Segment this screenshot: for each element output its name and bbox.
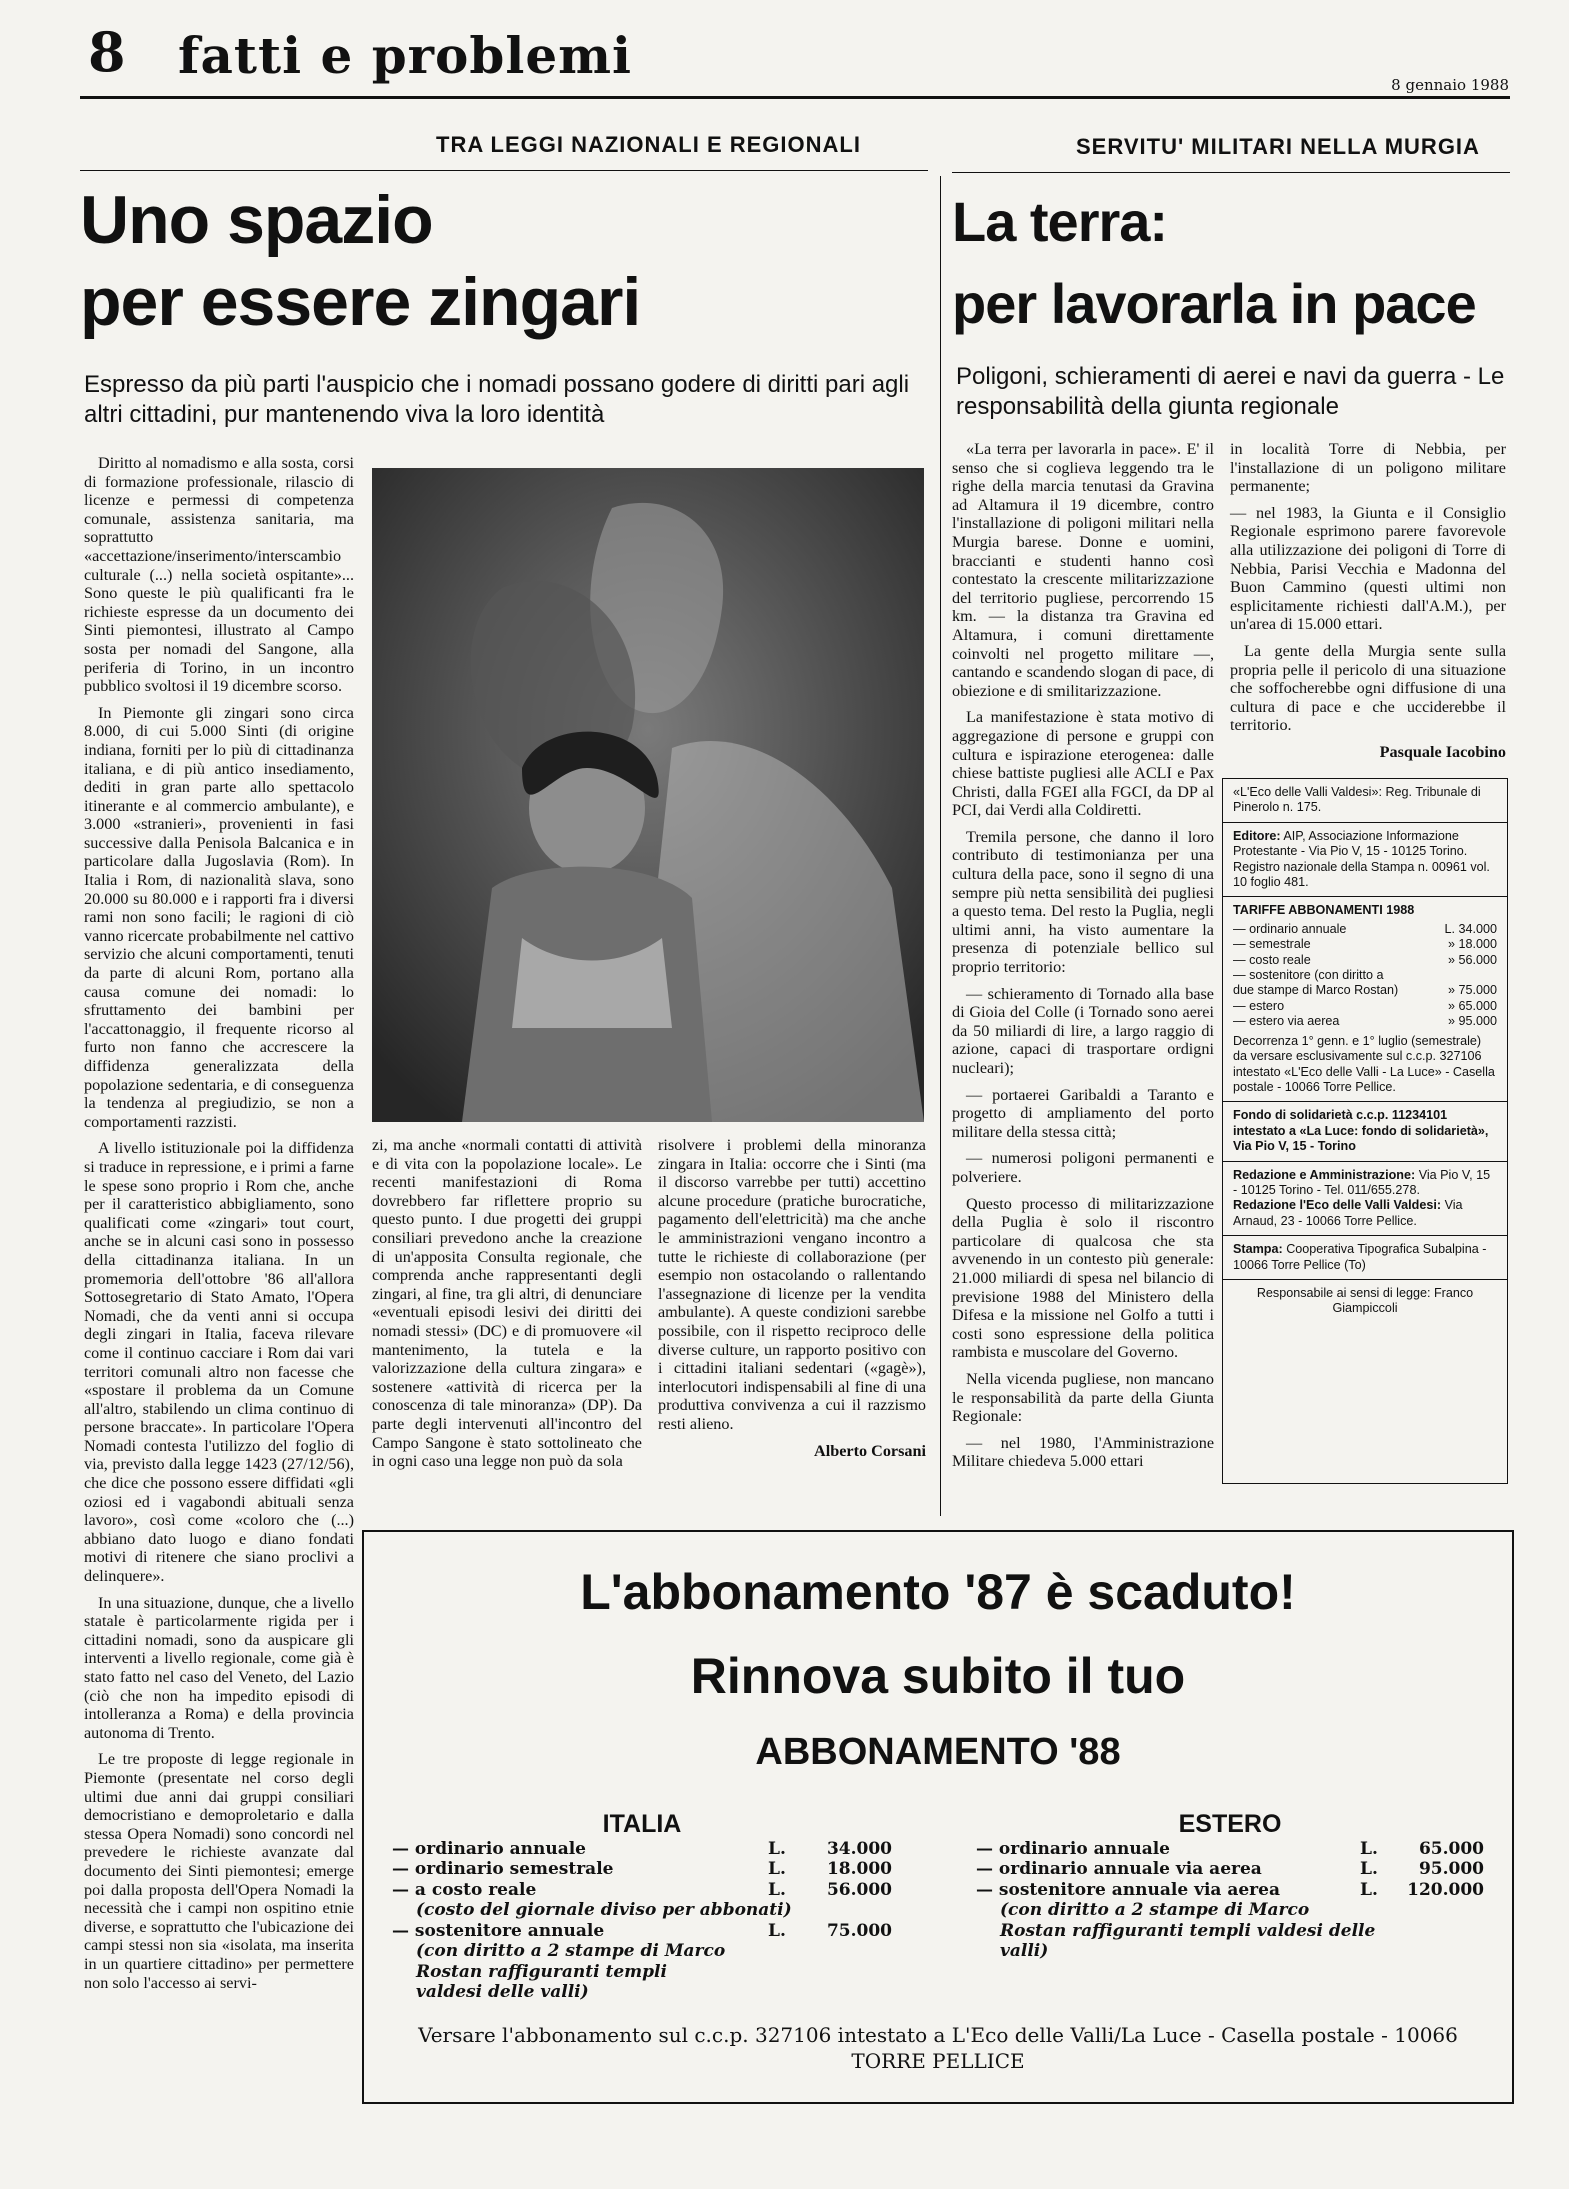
ad-price-currency: L. — [1360, 1838, 1378, 1859]
ad-estero-column — [976, 1810, 1484, 1962]
tariff-currency: » — [1447, 937, 1455, 952]
right-article-signature: Pasquale Iacobino — [1379, 742, 1506, 761]
paragraph: risolvere i problemi della minoranza zingara in Italia: occorre che i Sinti (ma il discorso varrebbe per tutti) accettino alcune procedure (pratiche burocratiche, pagamento dell'elettricità) ma che anche le amministrazioni vengano incontro a tutte le richieste di collaborazione (per esempio non ostacolando o rallentando l'assegnazione di licenze per la vendita ambulante). A queste condizioni sarebbe possibile, con il rispetto reciproco delle diverse culture, un rapporto positivo con i cittadini italiani sedentari («gagè»), interlocutori indispensabili al fine di una produttiva convivenza a cui il razzismo resti alieno. — [658, 1136, 926, 1433]
masthead-rule — [80, 96, 1510, 99]
page-number: 8 — [88, 20, 126, 84]
photo-woman-icon — [372, 468, 924, 1122]
left-headline-line2: per essere zingari — [80, 264, 641, 340]
ad-price-amount: 95.000 — [1418, 1859, 1484, 1879]
ad-price-amount: 56.000 — [826, 1879, 892, 1900]
left-headline-line1: Uno spazio — [80, 182, 433, 258]
left-article-column-1 — [84, 454, 354, 2000]
imprint-fondo — [1223, 1102, 1507, 1161]
issue-date: 8 gennaio 1988 — [1391, 76, 1509, 94]
tariff-amount: 56.000 — [1458, 952, 1497, 967]
ad-price-currency: L. — [1360, 1879, 1378, 1900]
ad-headline: L'abbonamento '87 è scaduto! — [580, 1564, 1296, 1620]
ad-price-row — [392, 1921, 892, 1942]
tariff-row — [1233, 968, 1497, 999]
ad-price-label: — sostenitore annuale via aerea — [976, 1879, 1280, 1900]
ad-price-currency: L. — [768, 1859, 786, 1879]
ad-payment-instructions: Versare l'abbonamento sul c.c.p. 327106 intestato a L'Eco delle Valli/La Luce - Casella postale - 10066 TORRE PELLICE — [418, 2023, 1458, 2073]
imprint-box — [1222, 778, 1508, 1484]
redazione-eco-label: Redazione l'Eco delle Valli Valdesi: — [1233, 1198, 1442, 1213]
ad-price-amount: 65.000 — [1418, 1838, 1484, 1859]
tariff-label: — semestrale — [1233, 937, 1311, 952]
tariff-label: — costo reale — [1233, 952, 1311, 967]
tariff-currency: L. — [1444, 921, 1455, 936]
right-deck: Poligoni, schieramenti di aerei e navi da guerra - Le responsabilità della giunta regionale — [956, 363, 1505, 420]
tariff-amount: 65.000 — [1458, 998, 1497, 1013]
tariff-row — [1233, 922, 1497, 937]
paragraph: Nella vicenda pugliese, non mancano le responsabilità da parte della Giunta Regionale: — [952, 1369, 1214, 1426]
tariff-currency: » — [1447, 952, 1455, 967]
ad-price-amount: 34.000 — [826, 1838, 892, 1859]
article-divider — [940, 176, 941, 1516]
stampa-label: Stampa: — [1233, 1242, 1283, 1257]
registration-text: «L'Eco delle Valli Valdesi»: Reg. Tribunale di Pinerolo n. 175. — [1233, 785, 1481, 815]
press-registry-text: Registro nazionale della Stampa n. 00961 vol. 10 foglio 481. — [1233, 859, 1490, 890]
left-article-column-2 — [372, 1136, 642, 1479]
paragraph: — nel 1983, la Giunta e il Consiglio Regionale esprimono parere favorevole alla utilizzazione dei poligoni di Torre di Nebbia, Parisi Vecchia e Madonna del Buon Cammino (questi ultimi non esplicitamente richiesti dall'A.M.), per un'area di 15.000 ettari. — [1230, 503, 1506, 634]
imprint-tariffs — [1223, 897, 1507, 1102]
imprint-redazione — [1223, 1162, 1507, 1237]
imprint-editor — [1223, 823, 1507, 898]
left-article-signature: Alberto Corsani — [814, 1441, 926, 1460]
left-kicker: TRA LEGGI NAZIONALI E REGIONALI — [436, 132, 861, 157]
ad-price-amount: 120.000 — [1407, 1879, 1484, 1900]
tariff-amount: 95.000 — [1458, 1014, 1497, 1029]
redazione-label: Redazione e Amministrazione: — [1233, 1167, 1416, 1182]
paragraph: zi, ma anche «normali contatti di attività e di vita con la popolazione locale». Le recenti manifestazioni di Roma dovrebbero far riflettere proprio su questo punto. I due progetti dei gruppi consiliari prevedono anche la creazione di un'apposita Consulta regionale, che comprenda anche rappresentanti degli zingari, al fine, tra gli altri, di denunciare «eventuali episodi lesivi dei diritti dei nomadi stessi» (DC) e di promuovere «il mantenimento, la tutela e la valorizzazione della cultura zingara» e sostenere «attività di ricerca per la conoscenza di tale minoranza» (DP). Da parte degli intervenuti all'incontro del Campo Sangone è stato sottolineato che in ogni caso una legge non può da sola — [372, 1136, 642, 1471]
tariff-row — [1233, 1014, 1497, 1029]
ad-note: (costo del giornale diviso per abbonati) — [416, 1900, 792, 1920]
ad-title: ABBONAMENTO '88 — [755, 1731, 1121, 1773]
responsabile-text: Responsabile ai sensi di legge: Franco Giampiccoli — [1256, 1285, 1474, 1316]
ad-price-row — [392, 1839, 892, 1860]
ad-price-currency: L. — [768, 1838, 786, 1859]
tariff-currency: » — [1447, 1014, 1455, 1029]
subscription-ad — [362, 1530, 1514, 2104]
decorrenza-text: Decorrenza 1° genn. e 1° luglio (semestrale) da versare esclusivamente sul c.c.p. 327106 intestato «L'Eco delle Valli - La Luce» - Casella postale - 10066 Torre Pellice. — [1233, 1033, 1495, 1094]
redazione-eco-text: Via Arnaud, 23 - 10066 Torre Pellice. — [1233, 1198, 1463, 1228]
tariff-row — [1233, 999, 1497, 1014]
editor-text: AIP, Associazione Informazione Protestante - Via Pio V, 15 - 10125 Torino. — [1233, 828, 1468, 859]
stampa-text: Cooperativa Tipografica Subalpina - 10066 Torre Pellice (To) — [1233, 1242, 1487, 1272]
tariff-label: — ordinario annuale — [1233, 921, 1347, 936]
paragraph: Questo processo di militarizzazione della Puglia è solo il riscontro particolare di qualcosa che sta avvenendo in un contesto più generale: 21.000 miliardi di spesa nel bilancio di previsione 1988 del Ministero della Difesa e la missione nel Golfo a tutti i costi sono espressione della politica rambista e muscolare del Governo. — [952, 1194, 1214, 1362]
fondo-text: Fondo di solidarietà c.c.p. 11234101 intestato a «La Luce: fondo di solidarietà», Via Pio V, 15 - Torino — [1233, 1108, 1489, 1154]
paragraph: — numerosi poligoni permanenti e polveriere. — [952, 1149, 1214, 1186]
ad-note: (con diritto a 2 stampe di Marco Rostan raffiguranti templi valdesi delle valli) — [416, 1941, 726, 2002]
left-kicker-rule — [80, 170, 928, 171]
ad-price-label: — ordinario annuale — [392, 1838, 586, 1859]
ad-price-currency: L. — [768, 1879, 786, 1900]
ad-note: (con diritto a 2 stampe di Marco Rostan raffiguranti templi valdesi delle valli) — [1000, 1900, 1376, 1961]
ad-price-label: — a costo reale — [392, 1879, 537, 1900]
tariff-currency: » — [1447, 998, 1455, 1013]
ad-price-row — [976, 1839, 1484, 1860]
right-headline-line1: La terra: — [952, 190, 1168, 253]
ad-price-amount: 75.000 — [826, 1920, 892, 1941]
ad-price-amount: 18.000 — [826, 1859, 892, 1879]
tariff-currency: » — [1447, 983, 1455, 998]
paragraph: La gente della Murgia sente sulla propria pelle il pericolo di una situazione che soffocherebbe ogni diffusione di una cultura di pace e che ucciderebbe il territorio. — [1230, 641, 1506, 735]
ad-price-row — [976, 1859, 1484, 1880]
editor-label: Editore: — [1233, 828, 1281, 843]
paragraph: — schieramento di Tornado alla base di Gioia del Colle (i Tornado sono aerei da 50 miliardi di lire, a largo raggio di azione, capaci di trasportare ordigni nucleari); — [952, 984, 1214, 1077]
right-kicker: SERVITU' MILITARI NELLA MURGIA — [1076, 134, 1480, 159]
redazione-text: Via Pio V, 15 - 10125 Torino - Tel. 011/655.278. — [1233, 1167, 1491, 1197]
paragraph: — portaerei Garibaldi a Taranto e progetto di ampliamento del porto militare della stessa città; — [952, 1085, 1214, 1141]
tariff-row — [1233, 937, 1497, 952]
paragraph: — nel 1980, l'Amministrazione Militare chiedeva 5.000 ettari — [952, 1433, 1214, 1471]
ad-subheadline: Rinnova subito il tuo — [690, 1648, 1186, 1704]
ad-price-label: — ordinario annuale via aerea — [976, 1859, 1262, 1879]
ad-price-row — [392, 1880, 892, 1901]
paragraph: Diritto al nomadismo e alla sosta, corsi di formazione professionale, rilascio di licenze e permessi di competenza comunale, assistenza sanitaria, ma soprattutto «accettazione/inserimento/interscambio culturale (...) nella società ospitante»... Sono queste le più qualificanti fra le richieste espresse da un documento dei Sinti piemontesi, illustrato al Campo sosta per nomadi del Sangone, alla periferia di Torino, in un incontro pubblico svoltosi il 19 dicembre scorso. — [84, 454, 354, 696]
paragraph: Le tre proposte di legge regionale in Piemonte (presentate nel corso degli ultimi due anni dai gruppi consiliari democristiano e demoproletario e dalla stessa Opera Nomadi) sono concordi nel prevedere le richieste avanzate dal documento dei Sinti piemontesi; emerge poi dalla proposta dell'Opera Nomadi la necessità che i campi non ospitino etnie diverse, e soprattutto che l'ubicazione dei campi stessi non sia «isolata, ma inserita in un quartiere cittadino» per permettere non solo l'accesso ai servi- — [84, 1750, 354, 1992]
paragraph: Tremila persone, che danno il loro contributo di testimonianza per una cultura della pace, sono il segno di una sempre più netta sensibilità dei pugliesi a questo tema. Del resto la Puglia, negli ultimi anni, ha visto aumentare la presenza di potenziale bellico sul proprio territorio: — [952, 827, 1214, 977]
article-photo — [372, 468, 924, 1122]
paragraph: in località Torre di Nebbia, per l'installazione di un poligono militare permanente; — [1230, 440, 1506, 496]
ad-price-currency: L. — [1360, 1859, 1378, 1879]
tariff-label: — sostenitore (con diritto a due stampe di Marco Rostan) — [1233, 968, 1399, 998]
right-headline-line2: per lavorarla in pace — [952, 272, 1476, 335]
ad-price-row — [392, 1859, 892, 1880]
tariff-amount: 75.000 — [1458, 983, 1497, 998]
section-title: fatti e problemi — [178, 26, 633, 85]
ad-price-row — [976, 1880, 1484, 1901]
ad-price-label: — ordinario semestrale — [392, 1859, 614, 1879]
ad-italia-title: ITALIA — [602, 1810, 682, 1838]
paragraph: A livello istituzionale poi la diffidenza si traduce in repressione, e i primi a farne le spese sono proprio i Rom che, anche per il caratteristico abbigliamento, sono qualificati come «zingari» tout court, anche se in alcuni casi sono in possesso della cittadinanza italiana. In un promemoria dell'ottobre '86 all'allora Sottosegretario di Stato Amato, l'Opera Nomadi, che da venti anni si occupa degli zingari in Italia, faceva rilevare come il continuo cacciare i Rom dai vari territori comunali altro non facesse che «spostare il problema da un Comune all'altro, stabilendo un clima continuo di persone braccate». In particolare l'Opera Nomadi contesta l'utilizzo del foglio di via, previsto dalla legge 1423 (27/12/56), che dice che possono essere diffidati «gli oziosi ed i vagabondi abituali senza lavoro», così come «coloro che (...) abbiano dato luogo e diano fondati motivi di ritenere che siano proclivi a delinquere». — [84, 1139, 354, 1586]
left-article-column-3 — [658, 1136, 926, 1468]
tariff-amount: 34.000 — [1458, 921, 1497, 936]
tariffs-title: TARIFFE ABBONAMENTI 1988 — [1233, 903, 1415, 918]
tariff-label: — estero — [1233, 998, 1285, 1013]
paragraph: In Piemonte gli zingari sono circa 8.000, di cui 5.000 Sinti (di origine indiana, forniti per lo più di cittadinanza italiana, e di più antico insediamento, dediti in gran parte allo spettacolo itinerante e al commercio ambulante), e 3.000 «stranieri», provenienti in fasi successive dalla Penisola Balcanica e in particolare dalla Jugoslavia (Rom). In Italia i Rom, di nazionalità slava, sono 20.000 su 80.000 e i rapporti fra i diversi rami non sono facili; le ragioni di ciò vanno ricercate probabilmente nel cattivo servizio che alcuni comportamenti, tenuti da parte di alcuni Rom, portano alla causa comune dei nomadi: lo sfruttamento dei bambini per l'accattonaggio, il frequente ricorso al furto non fanno che accrescere la diffidenza generalizzata della popolazione sedentaria, e di conseguenza la tendenza al pregiudizio, se non a comportamenti razzisti. — [84, 703, 354, 1131]
left-deck: Espresso da più parti l'auspicio che i nomadi possano godere di diritti pari agli altri cittadini, pur mantenendo viva la loro identità — [84, 371, 910, 428]
imprint-stampa — [1223, 1236, 1507, 1280]
right-article-column-2 — [1230, 440, 1506, 770]
ad-estero-title: ESTERO — [1178, 1810, 1282, 1838]
ad-price-label: — ordinario annuale — [976, 1838, 1170, 1859]
imprint-registration — [1223, 779, 1507, 823]
paragraph: «La terra per lavorarla in pace». E' il senso che si coglieva leggendo tra le righe della marcia tenutasi da Gravina ad Altamura il 19 dicembre, contro l'installazione di poligoni militari nella Murgia barese. Donne e uomini, braccianti e studenti hanno così contestato la crescente militarizzazione del territorio pugliese, percorrendo 15 km. — la distanza tra Gravina ed Altamura, i comuni direttamente coinvolti nel progetto militare —, cantando e scandendo slogan di pace, di obiezione e di smilitarizzazione. — [952, 440, 1214, 700]
paragraph: In una situazione, dunque, che a livello statale è particolarmente rigida per i cittadini nomadi, sono da auspicare gli interventi a livello regionale, come già è stato fatto nel caso del Veneto, del Lazio (ciò che non ha impedito episodi di intolleranza a Roma) e della provincia autonoma di Trento. — [84, 1593, 354, 1742]
tariff-row — [1233, 953, 1497, 968]
tariff-label: — estero via aerea — [1233, 1014, 1340, 1029]
right-kicker-rule — [952, 172, 1510, 173]
ad-italia-column — [392, 1810, 892, 2003]
right-article-column-1 — [952, 440, 1214, 1479]
paragraph: La manifestazione è stata motivo di aggregazione di persone e gruppi con cultura e ispirazione eterogenea: dalle chiese battiste pugliesi alle ACLI e Pax Christi, dalla FGEI alla FGCI, da DP al PCI, dai Verdi alla Coldiretti. — [952, 708, 1214, 820]
ad-price-label: — sostenitore annuale — [392, 1920, 605, 1941]
imprint-responsabile — [1223, 1280, 1507, 1323]
ad-price-currency: L. — [768, 1920, 786, 1941]
tariff-amount: 18.000 — [1458, 937, 1497, 952]
